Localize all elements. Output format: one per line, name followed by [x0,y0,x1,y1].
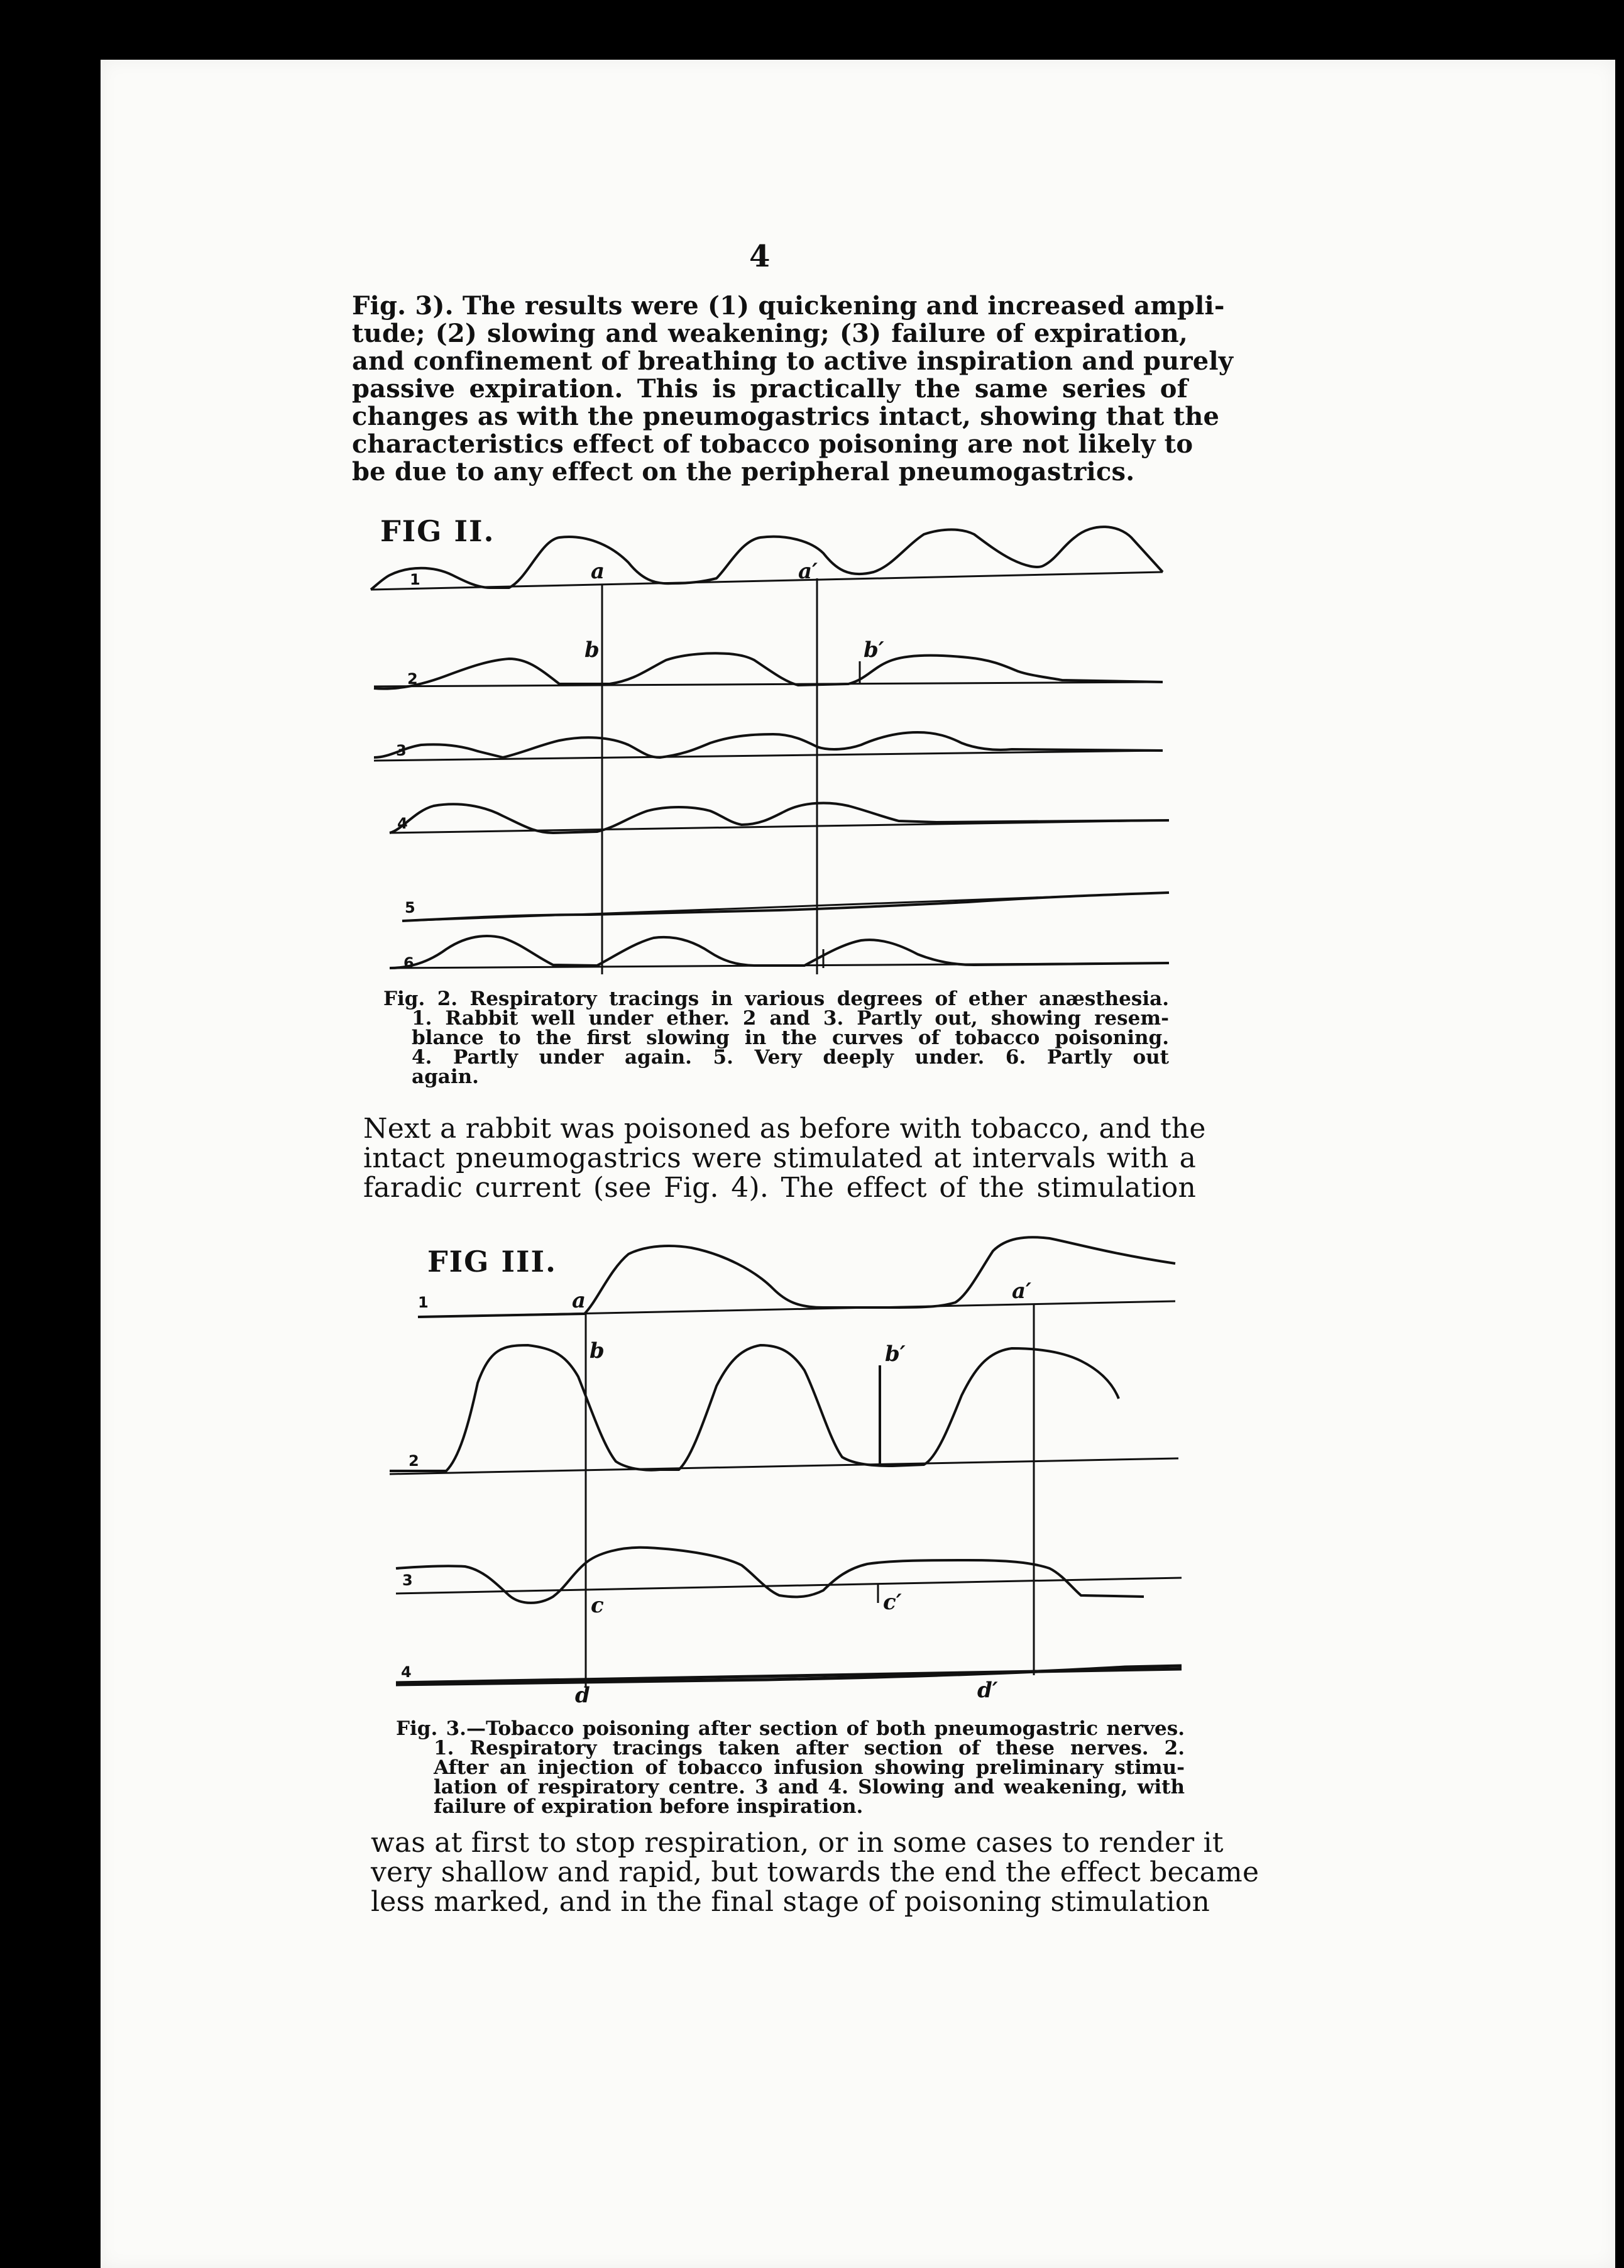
caption-line: again. [412,1065,479,1088]
fig3-marker-d-prime: d′ [977,1678,998,1703]
text-line: intact pneumogastrics were stimulated at intervals with a [363,1142,1196,1174]
fig2-marker-a: a [591,559,605,584]
fig2-marker-a-prime: a′ [798,559,818,584]
fig2-marker-b: b [584,637,600,663]
fig2-title: FIG II. [380,514,495,548]
fig2-trace-3 [374,732,1163,757]
fig3-caption [396,1719,1185,1817]
fig3-tracings [390,1219,1188,1722]
caption-line: Fig. 3.—Tobacco poisoning after section of both pneumogastric nerves. [396,1717,1185,1740]
text-line: Fig. 3). The results were (1) quickening and increased ampli- [352,291,1225,321]
fig2-trace-number-1: 1 [410,571,420,588]
caption-line: After an injection of tobacco infusion showing preliminary stimu- [434,1756,1185,1779]
caption-line: Fig. 2. Respiratory tracings in various degrees of ether anæsthesia. [383,988,1169,1010]
fig3-marker-b: b [590,1338,605,1363]
text-line: passive expiration. This is practically the same series of [352,374,1188,404]
text-line: was at first to stop respiration, or in some cases to render it [371,1827,1224,1859]
text-line: less marked, and in the final stage of poisoning stimulation [371,1886,1210,1918]
fig2-trace-4 [390,803,1169,833]
fig3-marker-a-prime: a′ [1012,1279,1031,1304]
fig3-trace-number-3: 3 [402,1572,413,1589]
caption-line: 1. Respiratory tracings taken after section of these nerves. 2. [434,1737,1185,1759]
caption-line: 1. Rabbit well under ether. 2 and 3. Partly out, showing resem- [412,1007,1169,1030]
fig2-trace-6 [390,936,1169,968]
text-line: and confinement of breathing to active inspiration and purely [352,346,1234,376]
fig3-trace-1 [418,1237,1175,1317]
fig3-marker-d: d [575,1683,590,1708]
text-line: tude; (2) slowing and weakening; (3) failure of expiration, [352,319,1188,348]
fig3-trace-number-4: 4 [401,1663,412,1681]
fig2-trace-number-4: 4 [397,815,408,832]
fig3-trace-number-2: 2 [409,1452,419,1470]
text-line: very shallow and rapid, but towards the end the effect became [371,1856,1259,1888]
fig3-marker-c-prime: c′ [883,1590,902,1615]
fig3-marker-c: c [591,1593,604,1618]
fig3-title: FIG III. [427,1245,557,1279]
page-number: 4 [749,239,771,274]
fig2-trace-number-5: 5 [405,899,415,917]
fig3-baseline-2 [390,1458,1178,1474]
fig2-trace-number-3: 3 [396,742,407,759]
fig2-tracings [371,515,1175,993]
paragraph-3 [371,1827,1259,1918]
caption-line: 4. Partly under again. 5. Very deeply under. 6. Partly out [412,1046,1169,1069]
caption-line: lation of respiratory centre. 3 and 4. Slowing and weakening, with [434,1776,1185,1798]
fig2-trace-number-2: 2 [407,670,418,688]
fig3-trace-number-1: 1 [418,1294,429,1311]
caption-line: failure of expiration before inspiration. [434,1795,864,1818]
text-line: faradic current (see Fig. 4). The effect of the stimulation [363,1172,1196,1204]
fig3-marker-a: a [572,1288,586,1313]
paragraph-2 [363,1113,1206,1204]
fig2-baseline-2 [374,682,1163,686]
text-line: Next a rabbit was poisoned as before with tobacco, and the [363,1113,1206,1145]
text-line: characteristics effect of tobacco poisoning are not likely to [352,429,1193,459]
fig2-caption [383,989,1169,1087]
fig3-marker-b-prime: b′ [885,1341,906,1367]
paragraph-1 [352,291,1234,487]
fig3-trace-3 [396,1548,1144,1603]
fig2-marker-b-prime: b′ [864,637,884,663]
fig3-trace-2 [390,1345,1119,1471]
fig2-trace-number-6: 6 [403,954,414,972]
text-line: changes as with the pneumogastrics intact, showing that the [352,402,1220,431]
text-line: be due to any effect on the peripheral pneumogastrics. [352,457,1135,487]
caption-line: blance to the first slowing in the curves of tobacco poisoning. [412,1027,1169,1049]
